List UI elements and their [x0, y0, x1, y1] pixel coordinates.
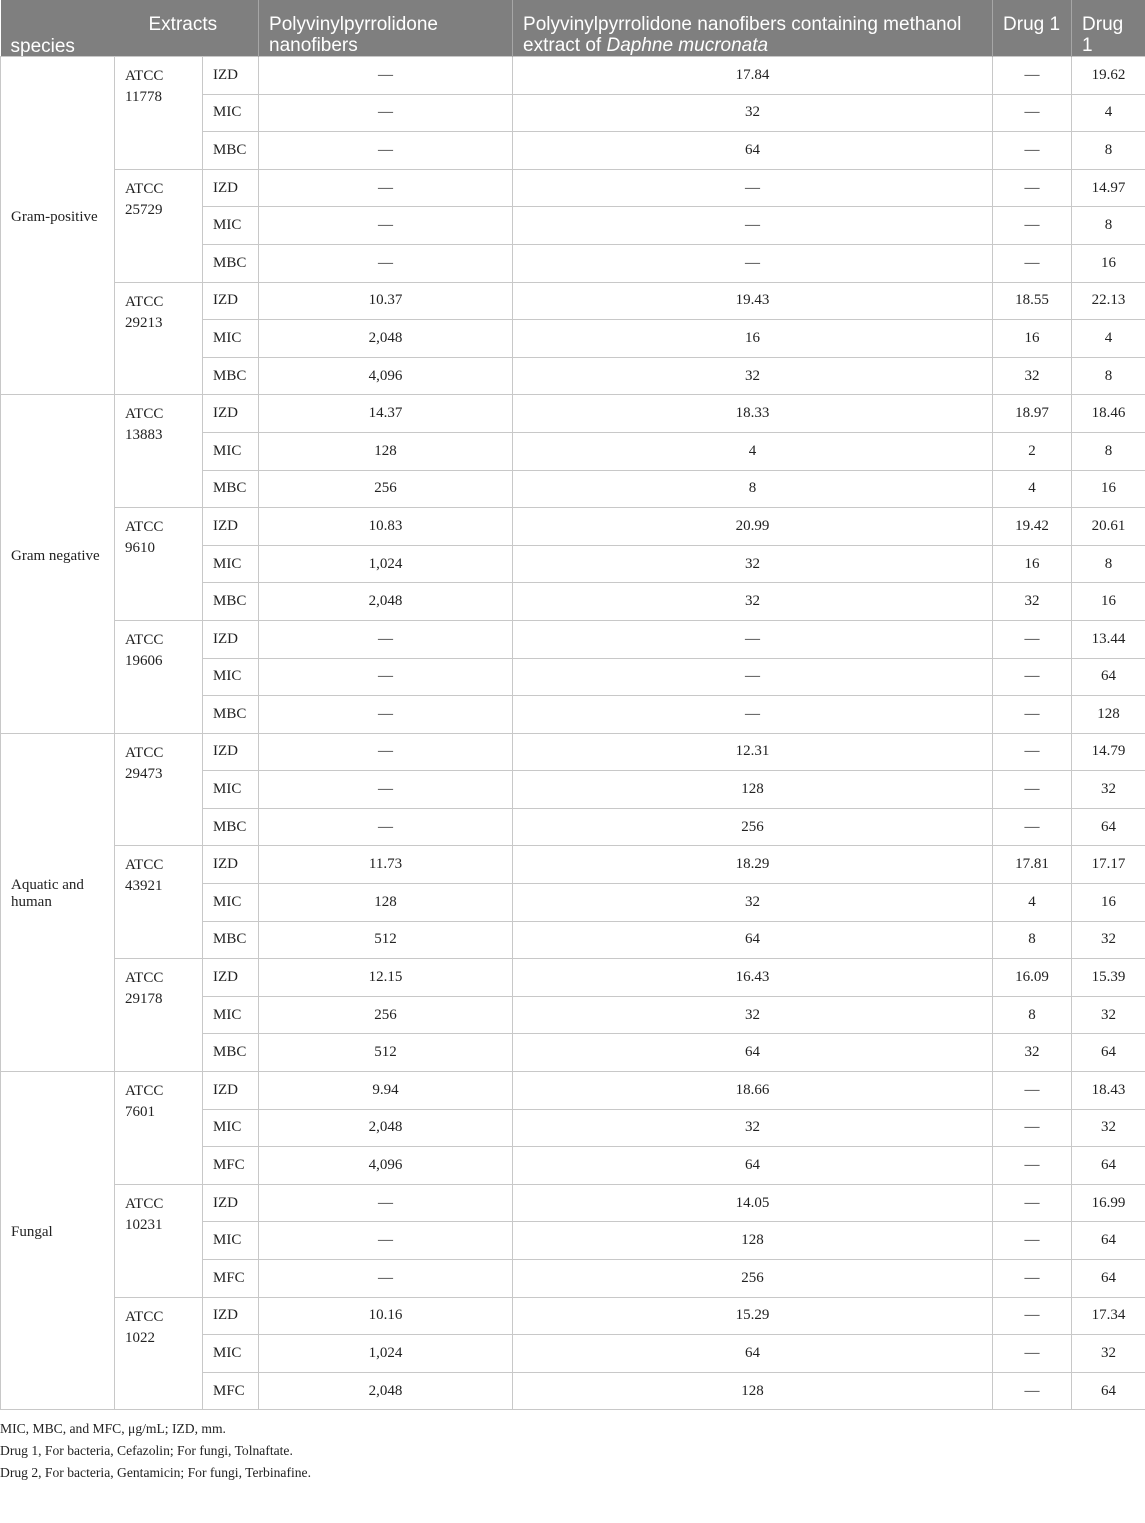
- pvp-value-cell: 256: [259, 470, 513, 508]
- extract-value-cell: 256: [513, 808, 993, 846]
- drug-2-value-cell: 13.44: [1072, 620, 1145, 658]
- extract-value-cell: 16: [513, 320, 993, 358]
- extract-value-cell: 32: [513, 884, 993, 922]
- header-species-name: Daphne mucronata: [606, 35, 769, 56]
- species-group-cell: Fungal: [1, 1072, 115, 1410]
- table-row: [1, 395, 1145, 433]
- drug-2-value-cell: 8: [1072, 357, 1145, 395]
- header-extracts: Extracts: [148, 14, 218, 35]
- pvp-value-cell: —: [259, 207, 513, 245]
- drug-1-value-cell: —: [993, 207, 1072, 245]
- pvp-value-cell: 10.37: [259, 282, 513, 320]
- drug-2-value-cell: 4: [1072, 94, 1145, 132]
- drug-1-value-cell: 32: [993, 357, 1072, 395]
- pvp-value-cell: —: [259, 1222, 513, 1260]
- drug-1-value-cell: 32: [993, 583, 1072, 621]
- extract-value-cell: 16.43: [513, 959, 993, 997]
- footnotes: [0, 1410, 1145, 1484]
- extract-value-cell: 32: [513, 94, 993, 132]
- pvp-value-cell: —: [259, 94, 513, 132]
- drug-1-value-cell: 18.55: [993, 282, 1072, 320]
- drug-2-value-cell: 4: [1072, 320, 1145, 358]
- extract-value-cell: 18.66: [513, 1072, 993, 1110]
- drug-1-value-cell: —: [993, 1147, 1072, 1185]
- measure-cell: MBC: [203, 470, 259, 508]
- drug-1-value-cell: 16.09: [993, 959, 1072, 997]
- header-drug-1: Drug 1: [993, 0, 1072, 57]
- drug-1-value-cell: 19.42: [993, 508, 1072, 546]
- header-pvp-extract: [513, 0, 993, 57]
- table-row: [1, 57, 1145, 95]
- measure-cell: MBC: [203, 132, 259, 170]
- drug-1-value-cell: —: [993, 1260, 1072, 1298]
- table-row: [1, 1072, 1145, 1110]
- strain-cell: ATCC 29473: [115, 733, 203, 846]
- measure-cell: MIC: [203, 94, 259, 132]
- pvp-value-cell: —: [259, 244, 513, 282]
- extract-value-cell: 20.99: [513, 508, 993, 546]
- drug-2-value-cell: 32: [1072, 1335, 1145, 1373]
- drug-2-value-cell: 32: [1072, 921, 1145, 959]
- header-row: [1, 0, 1145, 57]
- pvp-value-cell: 2,048: [259, 1372, 513, 1410]
- measure-cell: IZD: [203, 620, 259, 658]
- extract-value-cell: —: [513, 696, 993, 734]
- extract-value-cell: 18.29: [513, 846, 993, 884]
- pvp-value-cell: —: [259, 132, 513, 170]
- extract-value-cell: —: [513, 169, 993, 207]
- drug-2-value-cell: 32: [1072, 996, 1145, 1034]
- drug-1-value-cell: —: [993, 57, 1072, 95]
- measure-cell: IZD: [203, 846, 259, 884]
- strain-cell: ATCC 7601: [115, 1072, 203, 1185]
- table-row: [1, 959, 1145, 997]
- pvp-value-cell: —: [259, 808, 513, 846]
- measure-cell: IZD: [203, 1184, 259, 1222]
- strain-cell: ATCC 43921: [115, 846, 203, 959]
- pvp-value-cell: 2,048: [259, 583, 513, 621]
- extract-value-cell: 32: [513, 996, 993, 1034]
- species-group-cell: Gram negative: [1, 395, 115, 733]
- measure-cell: MIC: [203, 884, 259, 922]
- drug-1-value-cell: —: [993, 620, 1072, 658]
- drug-2-value-cell: 15.39: [1072, 959, 1145, 997]
- drug-1-value-cell: 4: [993, 884, 1072, 922]
- drug-1-value-cell: —: [993, 658, 1072, 696]
- drug-2-value-cell: 64: [1072, 1034, 1145, 1072]
- drug-1-value-cell: —: [993, 132, 1072, 170]
- pvp-value-cell: —: [259, 1260, 513, 1298]
- drug-1-value-cell: —: [993, 1072, 1072, 1110]
- pvp-value-cell: 256: [259, 996, 513, 1034]
- table-row: [1, 508, 1145, 546]
- measure-cell: MIC: [203, 658, 259, 696]
- table-row: [1, 846, 1145, 884]
- table-body: [1, 57, 1145, 1410]
- drug-1-value-cell: 2: [993, 432, 1072, 470]
- extract-value-cell: 32: [513, 357, 993, 395]
- measure-cell: MIC: [203, 320, 259, 358]
- drug-2-value-cell: 17.34: [1072, 1297, 1145, 1335]
- drug-2-value-cell: 8: [1072, 132, 1145, 170]
- drug-2-value-cell: 19.62: [1072, 57, 1145, 95]
- table-row: [1, 1297, 1145, 1335]
- measure-cell: MBC: [203, 583, 259, 621]
- strain-cell: ATCC 11778: [115, 57, 203, 170]
- drug-1-value-cell: —: [993, 94, 1072, 132]
- drug-1-value-cell: —: [993, 169, 1072, 207]
- extract-value-cell: 8: [513, 470, 993, 508]
- extract-value-cell: 4: [513, 432, 993, 470]
- measure-cell: IZD: [203, 733, 259, 771]
- drug-1-value-cell: —: [993, 1222, 1072, 1260]
- drug-2-value-cell: 16: [1072, 244, 1145, 282]
- extract-value-cell: 14.05: [513, 1184, 993, 1222]
- strain-cell: ATCC 1022: [115, 1297, 203, 1410]
- drug-2-value-cell: 18.46: [1072, 395, 1145, 433]
- drug-1-value-cell: —: [993, 1372, 1072, 1410]
- header-species: species: [10, 36, 75, 57]
- extract-value-cell: 32: [513, 583, 993, 621]
- pvp-value-cell: 4,096: [259, 1147, 513, 1185]
- drug-1-value-cell: 32: [993, 1034, 1072, 1072]
- table-row: [1, 733, 1145, 771]
- drug-1-value-cell: 18.97: [993, 395, 1072, 433]
- pvp-value-cell: 128: [259, 884, 513, 922]
- drug-2-value-cell: 128: [1072, 696, 1145, 734]
- drug-2-value-cell: 14.97: [1072, 169, 1145, 207]
- drug-1-value-cell: —: [993, 1335, 1072, 1373]
- drug-1-value-cell: —: [993, 1297, 1072, 1335]
- measure-cell: MIC: [203, 207, 259, 245]
- drug-2-value-cell: 64: [1072, 1260, 1145, 1298]
- table-row: [1, 282, 1145, 320]
- extract-value-cell: 18.33: [513, 395, 993, 433]
- measure-cell: IZD: [203, 169, 259, 207]
- measure-cell: MBC: [203, 357, 259, 395]
- footnote: Drug 1, For bacteria, Cefazolin; For fungi, Tolnaftate.: [0, 1443, 293, 1459]
- drug-2-value-cell: 22.13: [1072, 282, 1145, 320]
- extract-value-cell: 128: [513, 771, 993, 809]
- extract-value-cell: —: [513, 244, 993, 282]
- pvp-value-cell: 2,048: [259, 1109, 513, 1147]
- drug-1-value-cell: 8: [993, 921, 1072, 959]
- measure-cell: MBC: [203, 1034, 259, 1072]
- drug-2-value-cell: 17.17: [1072, 846, 1145, 884]
- pvp-value-cell: 9.94: [259, 1072, 513, 1110]
- drug-1-value-cell: —: [993, 1109, 1072, 1147]
- extract-value-cell: 15.29: [513, 1297, 993, 1335]
- drug-2-value-cell: 8: [1072, 432, 1145, 470]
- measure-cell: MFC: [203, 1372, 259, 1410]
- pvp-value-cell: —: [259, 57, 513, 95]
- extract-value-cell: —: [513, 207, 993, 245]
- pvp-value-cell: —: [259, 169, 513, 207]
- drug-2-value-cell: 16: [1072, 583, 1145, 621]
- extract-value-cell: 128: [513, 1372, 993, 1410]
- pvp-value-cell: 12.15: [259, 959, 513, 997]
- pvp-value-cell: 14.37: [259, 395, 513, 433]
- pvp-value-cell: 512: [259, 921, 513, 959]
- drug-2-value-cell: 8: [1072, 545, 1145, 583]
- species-group-cell: Gram-positive: [1, 57, 115, 395]
- header-pvp-extract-prefix: Polyvinylpyrrolidone nanofibers containing methanol extract of: [523, 14, 962, 56]
- drug-2-value-cell: 18.43: [1072, 1072, 1145, 1110]
- drug-1-value-cell: 8: [993, 996, 1072, 1034]
- pvp-value-cell: 1,024: [259, 1335, 513, 1373]
- drug-1-value-cell: —: [993, 733, 1072, 771]
- strain-cell: ATCC 25729: [115, 169, 203, 282]
- pvp-value-cell: 128: [259, 432, 513, 470]
- drug-2-value-cell: 64: [1072, 658, 1145, 696]
- measure-cell: IZD: [203, 282, 259, 320]
- pvp-value-cell: 4,096: [259, 357, 513, 395]
- strain-cell: ATCC 10231: [115, 1184, 203, 1297]
- measure-cell: MIC: [203, 545, 259, 583]
- extract-value-cell: 32: [513, 545, 993, 583]
- table-row: [1, 620, 1145, 658]
- extract-value-cell: 64: [513, 1147, 993, 1185]
- drug-2-value-cell: 64: [1072, 1147, 1145, 1185]
- strain-cell: ATCC 9610: [115, 508, 203, 621]
- extract-value-cell: 64: [513, 1034, 993, 1072]
- pvp-value-cell: —: [259, 733, 513, 771]
- strain-cell: ATCC 19606: [115, 620, 203, 733]
- extract-value-cell: 64: [513, 921, 993, 959]
- pvp-value-cell: —: [259, 696, 513, 734]
- pvp-value-cell: 2,048: [259, 320, 513, 358]
- drug-2-value-cell: 32: [1072, 771, 1145, 809]
- extract-value-cell: 17.84: [513, 57, 993, 95]
- drug-1-value-cell: —: [993, 1184, 1072, 1222]
- strain-cell: ATCC 29213: [115, 282, 203, 395]
- drug-2-value-cell: 16: [1072, 884, 1145, 922]
- pvp-value-cell: —: [259, 1184, 513, 1222]
- pvp-value-cell: 11.73: [259, 846, 513, 884]
- extract-value-cell: 19.43: [513, 282, 993, 320]
- drug-1-value-cell: —: [993, 771, 1072, 809]
- pvp-value-cell: 512: [259, 1034, 513, 1072]
- footnote: Drug 2, For bacteria, Gentamicin; For fungi, Terbinafine.: [0, 1465, 311, 1481]
- extract-value-cell: 32: [513, 1109, 993, 1147]
- extract-value-cell: 256: [513, 1260, 993, 1298]
- measure-cell: MIC: [203, 771, 259, 809]
- measure-cell: MBC: [203, 696, 259, 734]
- measure-cell: IZD: [203, 508, 259, 546]
- drug-1-value-cell: —: [993, 696, 1072, 734]
- measure-cell: MBC: [203, 244, 259, 282]
- measure-cell: MBC: [203, 921, 259, 959]
- measure-cell: MIC: [203, 1109, 259, 1147]
- measure-cell: MIC: [203, 1335, 259, 1373]
- header-drug-2: Drug 1: [1072, 0, 1145, 57]
- extract-value-cell: 64: [513, 132, 993, 170]
- drug-2-value-cell: 8: [1072, 207, 1145, 245]
- table-row: [1, 169, 1145, 207]
- measure-cell: IZD: [203, 1072, 259, 1110]
- drug-2-value-cell: 64: [1072, 808, 1145, 846]
- measure-cell: IZD: [203, 57, 259, 95]
- drug-2-value-cell: 64: [1072, 1372, 1145, 1410]
- measure-cell: MBC: [203, 808, 259, 846]
- measure-cell: MIC: [203, 432, 259, 470]
- pvp-value-cell: —: [259, 771, 513, 809]
- pvp-value-cell: —: [259, 620, 513, 658]
- drug-2-value-cell: 32: [1072, 1109, 1145, 1147]
- measure-cell: MIC: [203, 996, 259, 1034]
- strain-cell: ATCC 13883: [115, 395, 203, 508]
- header-pvp: Polyvinylpyrrolidone nanofibers: [259, 0, 513, 57]
- drug-2-value-cell: 14.79: [1072, 733, 1145, 771]
- drug-1-value-cell: 17.81: [993, 846, 1072, 884]
- drug-2-value-cell: 20.61: [1072, 508, 1145, 546]
- extract-value-cell: —: [513, 620, 993, 658]
- pvp-value-cell: —: [259, 658, 513, 696]
- measure-cell: IZD: [203, 959, 259, 997]
- drug-1-value-cell: —: [993, 244, 1072, 282]
- extract-value-cell: 64: [513, 1335, 993, 1373]
- species-group-cell: Aquatic and human: [1, 733, 115, 1071]
- drug-1-value-cell: 4: [993, 470, 1072, 508]
- drug-1-value-cell: —: [993, 808, 1072, 846]
- header-species-extracts: [1, 0, 259, 57]
- measure-cell: IZD: [203, 1297, 259, 1335]
- measure-cell: MFC: [203, 1147, 259, 1185]
- drug-1-value-cell: 16: [993, 320, 1072, 358]
- strain-cell: ATCC 29178: [115, 959, 203, 1072]
- measure-cell: MIC: [203, 1222, 259, 1260]
- footnote: MIC, MBC, and MFC, μg/mL; IZD, mm.: [0, 1421, 226, 1437]
- pvp-value-cell: 10.16: [259, 1297, 513, 1335]
- extract-value-cell: —: [513, 658, 993, 696]
- extract-value-cell: 128: [513, 1222, 993, 1260]
- measure-cell: MFC: [203, 1260, 259, 1298]
- extract-value-cell: 12.31: [513, 733, 993, 771]
- drug-2-value-cell: 64: [1072, 1222, 1145, 1260]
- drug-1-value-cell: 16: [993, 545, 1072, 583]
- drug-2-value-cell: 16: [1072, 470, 1145, 508]
- table-row: [1, 1184, 1145, 1222]
- pvp-value-cell: 10.83: [259, 508, 513, 546]
- drug-2-value-cell: 16.99: [1072, 1184, 1145, 1222]
- pvp-value-cell: 1,024: [259, 545, 513, 583]
- measure-cell: IZD: [203, 395, 259, 433]
